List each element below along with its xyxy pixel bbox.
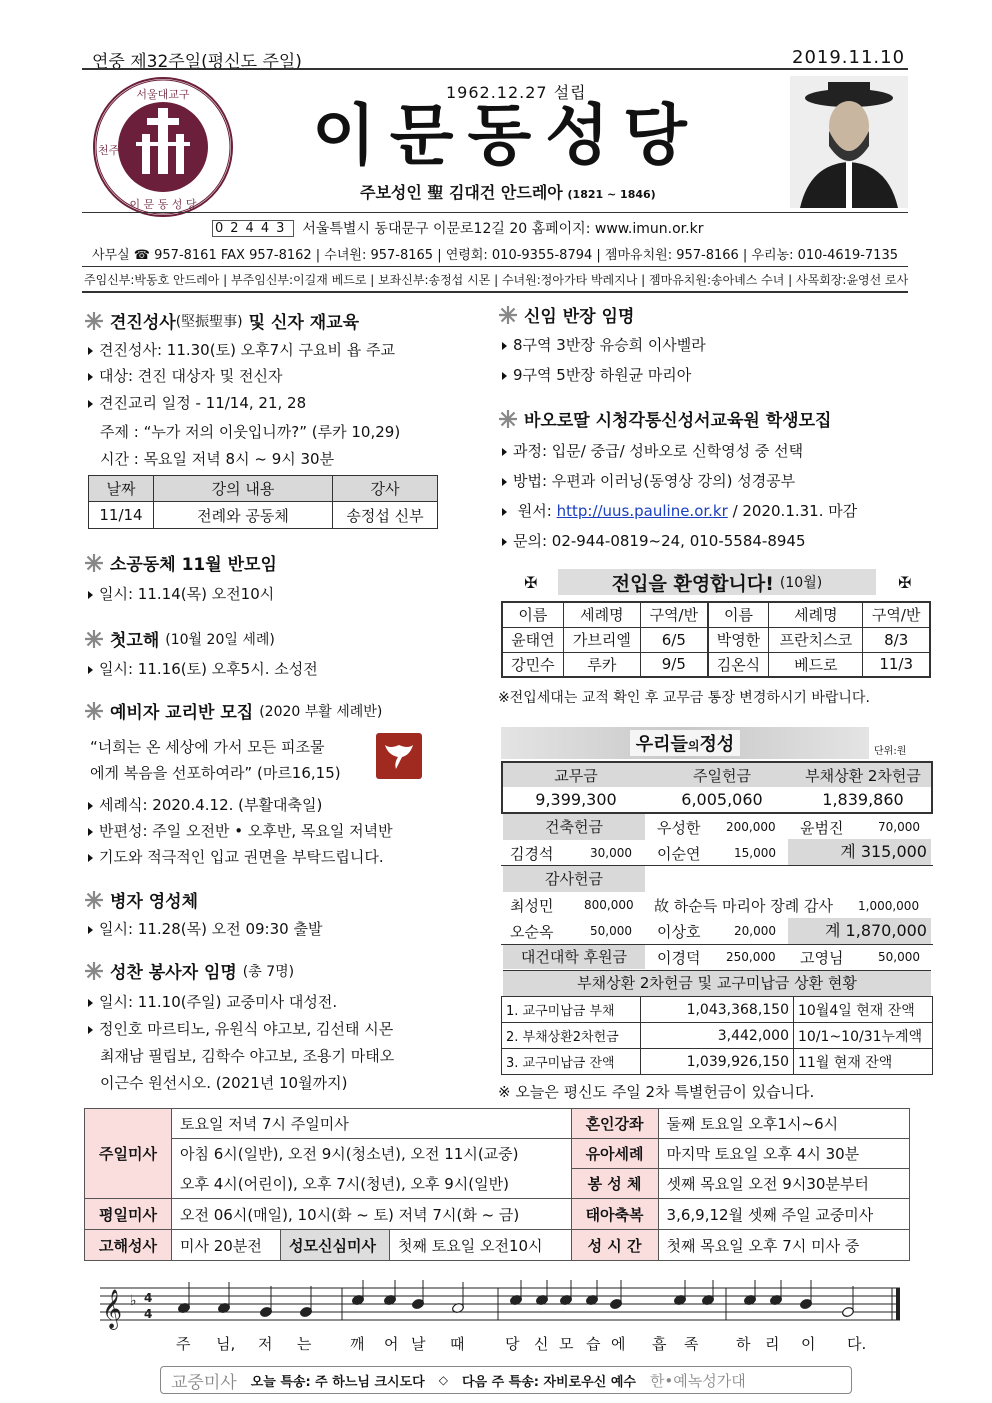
apply-label: 원서: xyxy=(517,502,557,520)
catechumen-sub: (2020 부활 세례반) xyxy=(259,703,383,720)
table-header: 구역/반 xyxy=(863,602,930,627)
lecture-table xyxy=(88,475,438,529)
amount: 250,000 xyxy=(726,950,776,964)
wedding-label: 혼인강좌 xyxy=(571,1109,658,1139)
star-icon xyxy=(84,701,104,721)
list-item: 방법: 우편과 이러닝(동영상 강의) 성경공부 xyxy=(502,470,795,491)
table-cell: 강민수 xyxy=(502,652,563,677)
list-item: 견진성사: 11.30(토) 오후7시 구요비 욥 주교 xyxy=(88,339,395,360)
star-icon xyxy=(84,311,104,331)
scripture-quote: “너희는 온 세상에 가서 모든 피조물 xyxy=(90,738,325,756)
apply-link[interactable]: http://uus.pauline.or.kr xyxy=(556,502,728,520)
list-item: 반편성: 주일 오전반 • 오후반, 목요일 저녁반 xyxy=(88,820,393,841)
amount: 1,000,000 xyxy=(858,899,920,913)
fetus-label: 태아축복 xyxy=(571,1199,658,1230)
list-item: 문의: 02-944-0819~24, 010-5584-8945 xyxy=(502,530,806,551)
star-icon xyxy=(84,961,104,981)
sun-line: 아침 6시(일반), 오전 9시(청소년), 오전 11시(교중) xyxy=(172,1139,572,1169)
dove-icon xyxy=(376,733,422,779)
list-item: 일시: 11.28(목) 오전 09:30 출발 xyxy=(88,918,322,939)
music-notes xyxy=(100,1280,906,1332)
patron-portrait xyxy=(790,76,908,208)
offering-table xyxy=(501,761,933,814)
star-icon xyxy=(498,409,518,429)
marian-label: 성모신심미사 xyxy=(281,1230,390,1261)
confession-value: 미사 20분전 xyxy=(172,1230,281,1261)
welcome-month: (10월) xyxy=(779,575,823,591)
table-cell: 10/1~10/31누계액 xyxy=(794,1023,933,1049)
lyric: 는 xyxy=(297,1335,312,1353)
sick-title: 병자 영성체 xyxy=(110,892,199,912)
patron-name: 주보성인 聖 김대건 안드레아 xyxy=(360,183,563,202)
offering-unit: 단위:원 xyxy=(874,746,907,757)
confirmation-title-rest: 및 신자 재교육 xyxy=(248,313,360,333)
list-item: 기도와 적극적인 입교 권면을 부탁드립니다. xyxy=(88,846,384,867)
star-icon xyxy=(84,890,104,910)
build-total: 계 315,000 xyxy=(788,839,931,865)
footer-today: 오늘 특송: 주 하느님 크시도다 xyxy=(250,1374,425,1390)
baptism-label: 유아세례 xyxy=(571,1139,658,1169)
lyric: 모 xyxy=(559,1335,574,1353)
lyric: 다. xyxy=(847,1335,867,1353)
weekday-value: 오전 06시(매일), 10시(화 ~ 토) 저녁 7시(화 ~ 금) xyxy=(172,1199,572,1230)
donor: 고영님 xyxy=(800,949,844,967)
sun-line: 토요일 저녁 7시 주일미사 xyxy=(172,1109,572,1139)
leaders-heading xyxy=(498,302,634,327)
patron-years: (1821 ~ 1846) xyxy=(567,188,656,201)
altar-sub: (총 7명) xyxy=(242,963,295,980)
offering-title-c: 정성 xyxy=(699,734,735,755)
donor: 우성한 xyxy=(657,819,701,837)
lyric: 리 xyxy=(765,1335,780,1353)
lyric: 습 xyxy=(586,1335,601,1353)
community-heading xyxy=(84,550,277,575)
lyric: 날 xyxy=(411,1335,426,1353)
list-item: 일시: 11.10(주일) 교중미사 대성전. xyxy=(88,991,337,1012)
table-cell: 6/5 xyxy=(641,627,708,652)
welcome-title: 전입을 환영합니다! xyxy=(611,572,774,595)
footer-bar xyxy=(160,1366,852,1394)
svg-text:천주교: 천주교 xyxy=(98,144,130,157)
amount: 30,000 xyxy=(590,846,632,860)
table-cell: 9,399,300 xyxy=(535,790,617,809)
debt-title: 부채상환 2차헌금 및 교구미납금 상환 현황 xyxy=(503,970,931,996)
table-cell: 전례와 공동체 xyxy=(154,502,333,529)
list-item: 정인호 마르티노, 유원식 야고보, 김선태 시몬 xyxy=(88,1018,393,1039)
cross-icon: ✠ xyxy=(524,573,538,592)
amount: 20,000 xyxy=(734,924,776,938)
amount: 70,000 xyxy=(878,820,920,834)
contact-line: 사무실 ☎ 957-8161 FAX 957-8162 | 수녀원: 957-8165 | 연령회: 010-9355-8794 | 젬마유치원: 957-8166 | 우리농: 010-4619-7135 xyxy=(92,248,898,263)
table-cell: 3,442,000 xyxy=(641,1023,794,1049)
table-header: 날짜 xyxy=(89,476,154,502)
bulletin-date: 2019.11.10 xyxy=(792,47,906,68)
table-cell: 9/5 xyxy=(641,652,708,677)
confession-sub: (10월 20일 세례) xyxy=(165,631,275,648)
table-header: 교무금 xyxy=(554,766,598,785)
catechism-theme: 주제 : “누가 저의 이웃입니까?” (루카 10,29) xyxy=(100,423,401,441)
donor: 이상호 xyxy=(657,923,701,941)
table-header: 강사 xyxy=(333,476,438,502)
list-item: 과정: 입문/ 중급/ 성바오로 신학영성 중 선택 xyxy=(502,440,803,461)
adoration-value: 첫째 목요일 오후 7시 미사 중 xyxy=(658,1230,909,1261)
confirmation-hanja: (堅振聖事) xyxy=(175,313,243,330)
build-label: 건축헌금 xyxy=(503,814,645,840)
confession-label: 고해성사 xyxy=(85,1230,172,1261)
list-item: 견진교리 일정 - 11/14, 21, 28 xyxy=(88,392,306,413)
table-header: 주일헌금 xyxy=(693,766,751,785)
catechism-time: 시간 : 목요일 저녁 8시 ~ 9시 30분 xyxy=(100,450,335,468)
footer-sep: ◇ xyxy=(438,1373,448,1387)
liturgy-title: 연중 제32주일(평신도 주일) xyxy=(92,52,302,72)
amount: 800,000 xyxy=(584,898,634,912)
table-cell: 1,839,860 xyxy=(822,790,904,809)
table-cell: 6,005,060 xyxy=(681,790,763,809)
catechumen-title: 예비자 교리반 모집 xyxy=(110,703,254,723)
postal-code: 02443 xyxy=(212,220,294,237)
donor: 최성민 xyxy=(510,897,554,915)
confirmation-title: 견진성사 xyxy=(110,313,176,333)
lyric: 저 xyxy=(258,1335,273,1353)
marian-value: 첫째 토요일 오전10시 xyxy=(390,1230,572,1261)
address: 서울특별시 동대문구 이문로12길 20 홈페이지: www.imun.or.kr xyxy=(302,221,704,237)
table-cell: 루카 xyxy=(563,652,640,677)
table-cell: 3. 교구미납금 잔액 xyxy=(502,1049,641,1075)
table-header: 이름 xyxy=(708,602,769,627)
table-header: 강의 내용 xyxy=(154,476,333,502)
table-cell: 1,043,368,150 xyxy=(641,997,794,1023)
star-icon xyxy=(84,553,104,573)
lyrics xyxy=(100,1333,906,1357)
lyric: 당 xyxy=(505,1335,520,1353)
offering-banner xyxy=(501,727,869,759)
debt-table xyxy=(501,996,933,1075)
table-cell: 가브리엘 xyxy=(563,627,640,652)
list-item: 일시: 11.14(목) 오전10시 xyxy=(88,583,274,604)
mass-schedule xyxy=(84,1108,910,1261)
table-cell: 8/3 xyxy=(863,627,930,652)
lyric: 님, xyxy=(216,1335,236,1353)
table-cell: 11/3 xyxy=(863,652,930,677)
table-header: 세례명 xyxy=(769,602,863,627)
lyric: 어 xyxy=(384,1335,399,1353)
donor: 이순연 xyxy=(657,845,701,863)
list-item: 9구역 5반장 하원균 마리아 xyxy=(502,364,691,385)
lyric: 흡 xyxy=(652,1335,667,1353)
svg-text:♭: ♭ xyxy=(130,1293,137,1309)
confirmation-heading xyxy=(84,308,359,333)
lyric: 에 xyxy=(611,1335,626,1353)
table-cell: 1. 교구미납금 부채 xyxy=(502,997,641,1023)
offering-note: ※ 오늘은 평신도 주일 2차 특별헌금이 있습니다. xyxy=(498,1083,815,1101)
table-cell: 박영한 xyxy=(708,627,769,652)
list-item: 일시: 11.16(토) 오후5시. 소성전 xyxy=(88,658,318,679)
community-title: 소공동체 11월 반모임 xyxy=(110,555,277,575)
sick-heading xyxy=(84,887,198,912)
amount: 50,000 xyxy=(878,950,920,964)
donor: 김경석 xyxy=(510,845,554,863)
scripture-quote: 에게 복음을 선포하여라” (마르16,15) xyxy=(90,764,341,782)
table-cell: 10월4일 현재 잔액 xyxy=(794,997,933,1023)
table-cell: 11/14 xyxy=(89,502,154,529)
table-cell: 1,039,926,150 xyxy=(641,1049,794,1075)
footer-mass: 교중미사 xyxy=(171,1372,237,1393)
lyric: 신 xyxy=(534,1335,549,1353)
altar-heading xyxy=(84,958,294,983)
sun-label: 주일미사 xyxy=(85,1109,172,1199)
table-header: 이름 xyxy=(502,602,563,627)
amount: 200,000 xyxy=(726,820,776,834)
thanks-label: 감사헌금 xyxy=(503,866,645,892)
lyric: 주 xyxy=(176,1335,191,1353)
table-header: 세례명 xyxy=(563,602,640,627)
table-cell: 송정섭 신부 xyxy=(333,502,438,529)
patron-line xyxy=(360,180,656,203)
pauline-heading xyxy=(498,406,831,431)
weekday-label: 평일미사 xyxy=(85,1199,172,1230)
table-cell: 2. 부채상환2차헌금 xyxy=(502,1023,641,1049)
footer-choir: 한•예녹성가대 xyxy=(649,1371,746,1390)
welcome-table xyxy=(501,601,931,678)
communion-value: 셋째 목요일 오전 9시30분부터 xyxy=(658,1169,909,1199)
founded-date: 1962.12.27 설립 xyxy=(446,83,587,102)
wedding-value: 둘째 토요일 오후1시~6시 xyxy=(658,1109,909,1139)
communion-label: 봉 성 체 xyxy=(571,1169,658,1199)
fetus-value: 3,6,9,12월 셋째 주일 교중미사 xyxy=(658,1199,909,1230)
univ-label: 대건대학 후원금 xyxy=(503,945,645,969)
amount: 15,000 xyxy=(734,846,776,860)
list-item: 세례식: 2020.4.12. (부활대축일) xyxy=(88,794,322,815)
leaders-title: 신임 반장 임명 xyxy=(524,307,635,327)
list-item-cont: 이근수 원선시오. (2021년 10월까지) xyxy=(100,1074,348,1092)
svg-text:서울대교구: 서울대교구 xyxy=(136,88,190,101)
lyric: 하 xyxy=(736,1335,751,1353)
parish-name: 이문동성당 xyxy=(312,97,701,174)
lyric: 족 xyxy=(684,1335,699,1353)
lyric: 이 xyxy=(801,1335,816,1353)
apply-line xyxy=(502,500,857,521)
star-icon xyxy=(498,305,518,325)
amount: 50,000 xyxy=(590,924,632,938)
list-item-cont: 최재남 필립보, 김학수 야고보, 조용기 마태오 xyxy=(100,1047,395,1065)
svg-text:4: 4 xyxy=(144,1291,153,1305)
apply-deadline: / 2020.1.31. 마감 xyxy=(727,502,858,520)
svg-text:4: 4 xyxy=(144,1307,153,1321)
offering-title xyxy=(630,730,741,756)
welcome-note: ※전입세대는 교적 확인 후 교무금 통장 변경하시기 바랍니다. xyxy=(498,690,870,706)
parish-logo xyxy=(92,76,234,218)
donor: 오순옥 xyxy=(510,923,554,941)
staff-line: 주임신부:박동호 안드레아 | 부주임신부:이길재 베드로 | 보좌신부:송정섭 시몬 | 수녀원:정아가타 박레지나 | 젬마유치원:송아녜스 수녀 | 사목회장:윤영선 로사 xyxy=(84,273,909,287)
lyric: 깨 xyxy=(350,1335,365,1353)
svg-text:𝄞: 𝄞 xyxy=(102,1289,123,1329)
altar-title: 성찬 봉사자 임명 xyxy=(110,963,237,983)
list-item: 8구역 3반장 유승희 이사벨라 xyxy=(502,334,706,355)
table-header: 구역/반 xyxy=(641,602,708,627)
table-cell: 김온식 xyxy=(708,652,769,677)
table-header: 부채상환 2차헌금 xyxy=(805,766,921,785)
donor: 故 하순득 마리아 장례 감사 xyxy=(654,897,833,915)
lyric: 때 xyxy=(450,1335,465,1353)
thanks-total: 계 1,870,000 xyxy=(788,918,931,944)
table-cell: 11월 현재 잔액 xyxy=(794,1049,933,1075)
offering-title-b: 의 xyxy=(687,739,700,753)
svg-text:이 문 동 성 당: 이 문 동 성 당 xyxy=(129,198,197,211)
table-cell: 윤태연 xyxy=(502,627,563,652)
baptism-value: 마지막 토요일 오후 4시 30분 xyxy=(658,1139,909,1169)
donor: 이경덕 xyxy=(657,949,701,967)
confession-heading xyxy=(84,626,275,651)
adoration-label: 성 시 간 xyxy=(571,1230,658,1261)
footer-next: 다음 주 특송: 자비로우신 예수 xyxy=(461,1374,636,1390)
star-icon xyxy=(84,629,104,649)
welcome-banner xyxy=(558,569,876,595)
offering-title-a: 우리들 xyxy=(635,734,688,755)
donor: 윤범진 xyxy=(800,819,844,837)
confession-title: 첫고해 xyxy=(110,631,160,651)
address-line xyxy=(212,218,703,238)
table-cell: 베드로 xyxy=(769,652,863,677)
sun-line: 오후 4시(어린이), 오후 7시(청년), 오후 9시(일반) xyxy=(172,1169,572,1199)
cross-icon: ✠ xyxy=(898,573,912,592)
table-cell: 프란치스코 xyxy=(769,627,863,652)
catechumen-heading xyxy=(84,698,382,723)
list-item: 대상: 견진 대상자 및 전신자 xyxy=(88,365,283,386)
pauline-title: 바오로딸 시청각통신성서교육원 학생모집 xyxy=(524,411,832,431)
